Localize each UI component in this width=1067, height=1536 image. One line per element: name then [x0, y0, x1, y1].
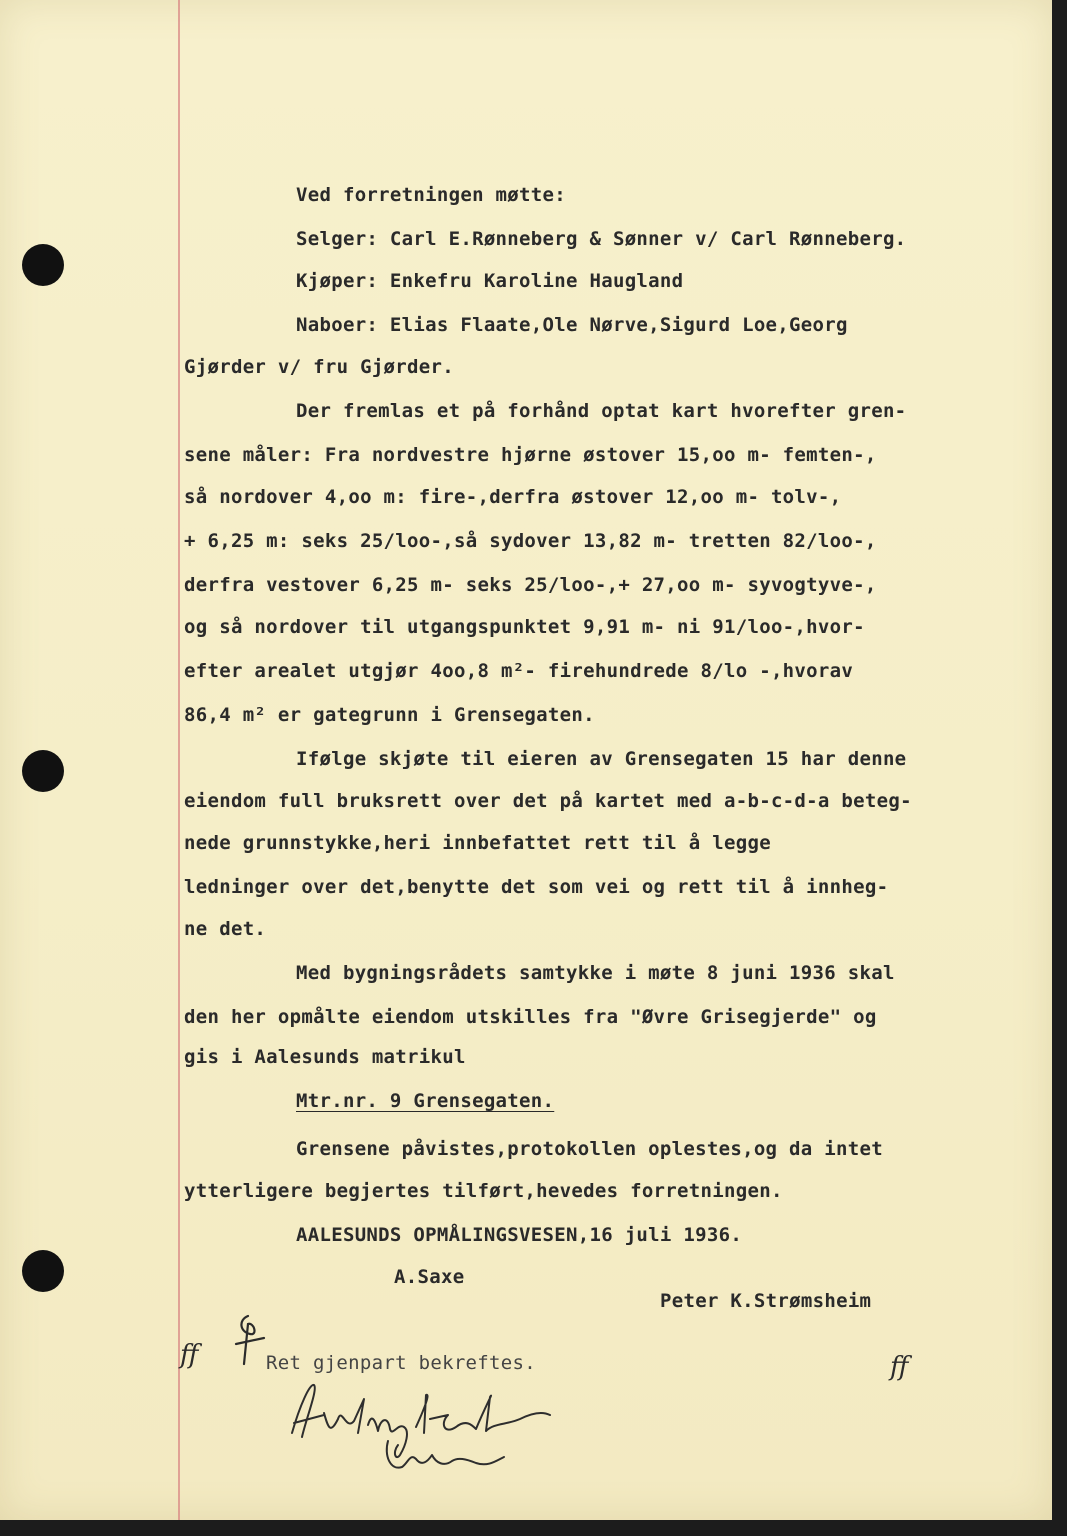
punch-hole-bottom [22, 1250, 64, 1292]
signer-2: Peter K.Strømsheim [660, 1290, 872, 1312]
paragraph-1-line-7: efter arealet utgjør 4oo,8 m²- firehundrede 8/lo -,hvorav [184, 660, 854, 682]
paragraph-1-line-1: Der fremlas et på forhånd optat kart hvorefter gren- [296, 400, 907, 422]
paragraph-1-line-3: så nordover 4,oo m: fire-,derfra østover 12,oo m- tolv-, [184, 486, 842, 508]
paragraph-4-line-2: ytterligere begjertes tilført,hevedes forretningen. [184, 1180, 783, 1202]
margin-line [178, 0, 180, 1520]
punch-hole-top [22, 244, 64, 286]
paragraph-1-line-5: derfra vestover 6,25 m- seks 25/loo-,+ 27,oo m- syvogtyve-, [184, 574, 877, 596]
paragraph-2-line-1: Ifølge skjøte til eieren av Grensegaten 15 har denne [296, 748, 907, 770]
matrikul-line: Mtr.nr. 9 Grensegaten. [296, 1090, 555, 1112]
paragraph-2-line-3: nede grunnstykke,heri innbefattet rett til å legge [184, 832, 771, 854]
paragraph-2-line-2: eiendom full bruksrett over det på kartet med a-b-c-d-a beteg- [184, 790, 912, 812]
paragraph-3-line-3: gis i Aalesunds matrikul [184, 1046, 466, 1068]
paragraph-3-line-2: den her opmålte eiendom utskilles fra "Øvre Grisegjerde" og [184, 1006, 877, 1028]
punch-hole-middle [22, 750, 64, 792]
paragraph-1-line-4: + 6,25 m: seks 25/loo-,så sydover 13,82 m- tretten 82/loo-, [184, 530, 877, 552]
copy-confirmation-line: Ret gjenpart bekreftes. [266, 1352, 536, 1374]
buyer-line: Kjøper: Enkefru Karoline Haugland [296, 270, 684, 292]
paragraph-2-line-4: ledninger over det,benytte det som vei og rett til å innheg- [184, 876, 889, 898]
paragraph-4-line-1: Grensene påvistes,protokollen oplestes,og da intet [296, 1138, 883, 1160]
seller-line: Selger: Carl E.Rønneberg & Sønner v/ Carl Rønneberg. [296, 228, 907, 250]
paragraph-1-line-8: 86,4 m² er gategrunn i Grensegaten. [184, 704, 595, 726]
paragraph-1-line-2: sene måler: Fra nordvestre hjørne østover 15,oo m- femten-, [184, 444, 877, 466]
neighbors-line-2: Gjørder v/ fru Gjørder. [184, 356, 454, 378]
paragraph-1-line-6: og så nordover til utgangspunktet 9,91 m- ni 91/loo-,hvor- [184, 616, 865, 638]
neighbors-line-1: Naboer: Elias Flaate,Ole Nørve,Sigurd Loe,Georg [296, 314, 848, 336]
right-margin-mark: ff [890, 1352, 909, 1382]
signer-1: A.Saxe [394, 1266, 465, 1288]
paragraph-2-line-5: ne det. [184, 918, 267, 940]
paragraph-3-line-1: Med bygningsrådets samtykke i møte 8 juni 1936 skal [296, 962, 895, 984]
place-date-line: AALESUNDS OPMÅLINGSVESEN,16 juli 1936. [296, 1224, 743, 1246]
handwritten-signature [280, 1375, 580, 1485]
heading-line: Ved forretningen møtte: [296, 184, 566, 206]
left-margin-mark: ff [180, 1340, 199, 1370]
